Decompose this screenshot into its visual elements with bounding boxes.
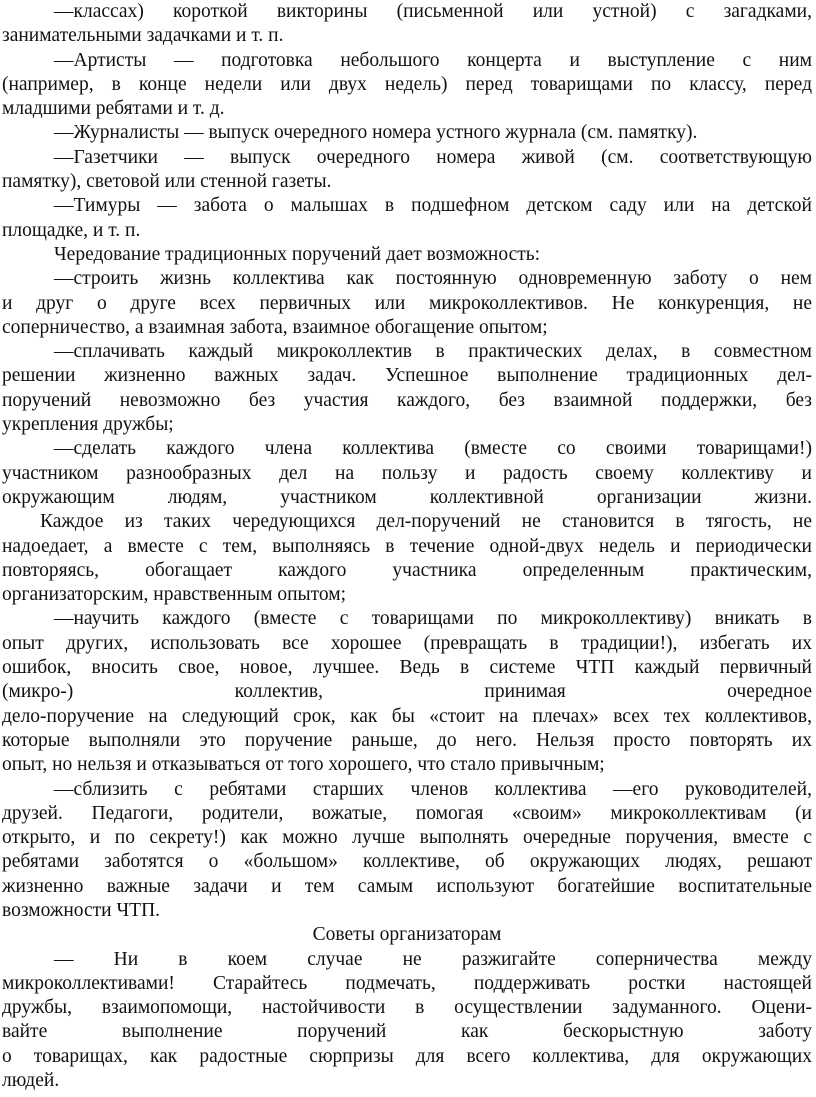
text-line: —сплачивать каждый микроколлектив в практических делах, в совместном	[54, 341, 812, 363]
text-line: решении жизненно важных задач. Успешное выполнение традиционных дел-	[2, 365, 812, 387]
text-line: —научить каждого (вместе с товарищами по микроколлективу) вникать в	[54, 608, 812, 630]
text-line: —сделать каждого члена коллектива (вместе со своими товарищами!)	[54, 438, 812, 460]
text-line: —сблизить с ребятами старших членов коллектива —его руководителей,	[54, 778, 812, 800]
text-line: опыт, но нельзя и отказываться от того хорошего, что стало привычным;	[2, 754, 605, 776]
text-line: —строить жизнь коллектива как постоянную одновременную заботу о нем	[54, 268, 812, 290]
text-line: — Ни в коем случае не разжигайте соперничества между	[54, 948, 812, 970]
text-line: повторяясь, обогащает каждого участника определенным практическим,	[2, 559, 812, 581]
text-line: соперничество, а взаимная забота, взаимное обогащение опытом;	[2, 316, 548, 338]
text-line: (например, в конце недели или двух недель) перед товарищами по классу, перед	[2, 73, 812, 95]
text-line: —Газетчики — выпуск очередного номера живой (см. соответствующую	[54, 146, 812, 168]
text-line: —Артисты — подготовка небольшого концерта и выступление с ним	[54, 49, 812, 71]
text-line: микроколлективами! Старайтесь подмечать, поддерживать ростки настоящей	[2, 972, 812, 994]
text-line: организаторским, нравственным опытом;	[2, 584, 347, 606]
text-line: поручений невозможно без участия каждого, без взаимной поддержки, без	[2, 389, 812, 411]
text-line: —Тимуры — забота о малышах в подшефном детском саду или на детской	[54, 195, 812, 217]
text-line: (микро-) коллектив, принимая очередное	[2, 681, 812, 703]
text-line: ребятами заботятся о «большом» коллективе, об окружающих людях, решают	[2, 851, 812, 873]
text-line: —Журналисты — выпуск очередного номера устного журнала (см. памятку).	[54, 122, 698, 144]
text-line: вайте выполнение поручений как бескорыстную заботу	[2, 1021, 812, 1043]
text-line: Чередование традиционных поручений дает возможность:	[54, 243, 541, 265]
text-line: которые выполняли это поручение раньше, до него. Нельзя просто повторять их	[2, 729, 812, 751]
text-line: жизненно важные задачи и тем самым используют богатейшие воспитательные	[2, 875, 812, 897]
text-line: друзей. Педагоги, родители, вожатые, помогая «своим» микроколлективам (и	[2, 802, 812, 824]
text-line: открыто, и по секрету!) как можно лучше выполнять очередные поручения, вместе с	[2, 827, 812, 849]
text-line: окружающим людям, участником коллективной организации жизни.	[2, 486, 812, 508]
text-line: участником разнообразных дел на пользу и радость своему коллективу и	[2, 462, 812, 484]
text-line: дружбы, взаимопомощи, настойчивости в осуществлении задуманного. Оцени-	[2, 997, 812, 1019]
text-line: —классах) короткой викторины (письменной или устной) с загадками,	[54, 1, 812, 22]
text-line: младшими ребятами и т. д.	[2, 98, 225, 120]
text-line: Каждое из таких чередующихся дел-поручений не становится в тягость, не	[40, 511, 812, 533]
text-line: памятку), световой или стенной газеты.	[2, 171, 332, 193]
text-line: людей.	[2, 1070, 60, 1092]
text-line: дело-поручение на следующий срок, как бы «стоит на плечах» всех тех коллективов,	[2, 705, 812, 727]
section-heading: Советы организаторам	[312, 924, 502, 946]
text-line: ошибок, вносить свое, новое, лучшее. Ведь в системе ЧТП каждый первичный	[2, 657, 812, 679]
text-line: укрепления дружбы;	[2, 414, 174, 436]
text-line: опыт других, использовать все хорошее (превращать в традиции!), избегать их	[2, 632, 812, 654]
text-line: надоедает, а вместе с тем, выполняясь в течение одной-двух недель и периодически	[2, 535, 812, 557]
text-line: о товарищах, как радостные сюрпризы для всего коллектива, для окружающих	[2, 1045, 812, 1067]
text-line: площадке, и т. п.	[2, 219, 141, 241]
text-line: возможности ЧТП.	[2, 899, 161, 921]
text-line: занимательными задачками и т. п.	[2, 25, 284, 47]
text-line: и друг о друге всех первичных или микроколлективов. Не конкуренция, не	[2, 292, 812, 314]
